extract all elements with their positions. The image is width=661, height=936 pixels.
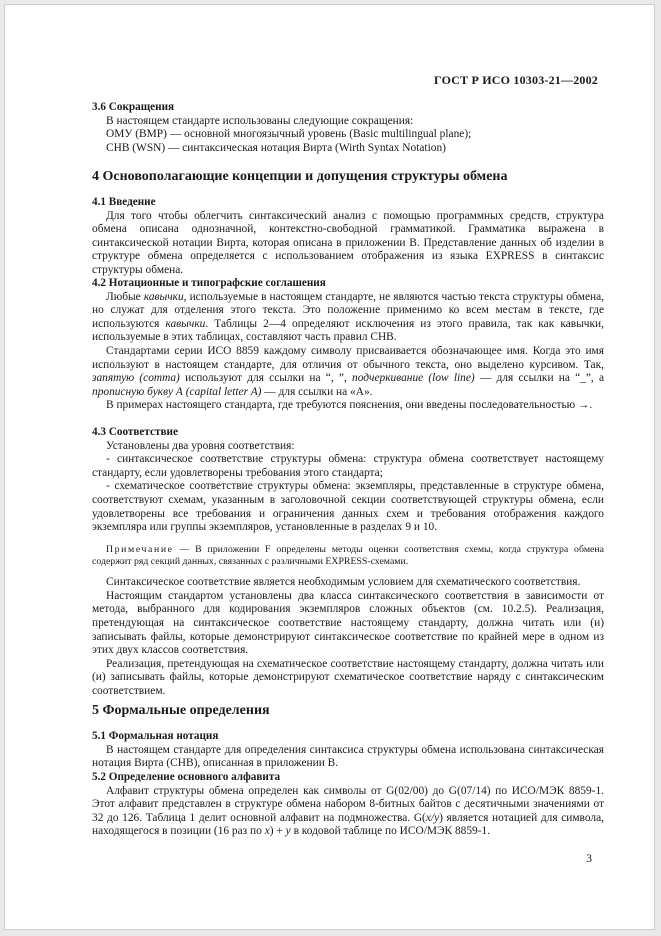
subsection-title: 5.2 Определение основного алфавита bbox=[92, 771, 281, 783]
section-title: 4 Основополагающие концепции и допущения структуры обмена bbox=[92, 169, 508, 184]
paragraph: В настоящем стандарте использованы следующие сокращения: bbox=[106, 114, 414, 127]
section-4-3 bbox=[92, 426, 604, 699]
section-title: 5 Формальные определения bbox=[92, 703, 270, 718]
page-number: 3 bbox=[586, 853, 592, 865]
section-5-1 bbox=[92, 730, 604, 771]
section-4-2 bbox=[92, 277, 604, 413]
section-5 bbox=[92, 702, 604, 719]
section-5-2 bbox=[92, 771, 604, 839]
note: Примечание — В приложении F определены методы оценки соответствия схемы, когда структура обмена содержит ряд секций данных, связанных с различными EXPRESS-схемами. bbox=[92, 543, 604, 567]
paragraph: В примерах настоящего стандарта, где требуются пояснения, они введены последовательностью →. bbox=[106, 399, 593, 412]
running-header: ГОСТ Р ИСО 10303-21—2002 bbox=[434, 73, 598, 87]
list-item: - синтаксическое соответствие структуры обмена: структура обмена соответствует настоящему стандарту, если удовлетворены требования этого стандарта; bbox=[92, 453, 604, 479]
paragraph: Настоящим стандартом установлены два класса синтаксического соответствия в зависимости от метода, выбранного для кодирования экземпляров сложных объектов (см. 10.2.5). Реализация, претендующая на синтаксическое соответствие настоящему стандарту, должна читать или (и) записывать файлы, которые демонстрируют синтаксическое соответствие по крайней мере в одном из этих двух классов соответствия. bbox=[92, 589, 604, 657]
subsection-title: 4.3 Соответствие bbox=[92, 426, 178, 438]
paragraph: Для того чтобы облегчить синтаксический анализ с помощью программных средств, структура обмена описана однозначной, контекстно-свободной грамматикой. Грамматика выражена в синтаксической нотации Вирта, которая описана в приложении В. Представление данных об изделии в структуре обмена определяется с использованием отображения из языка EXPRESS в синтаксис структуры обмена. bbox=[92, 209, 604, 276]
paragraph: Установлены два уровня соответствия: bbox=[106, 439, 295, 452]
list-item: - схематическое соответствие структуры обмена: экземпляры, представленные в структуре обмена, соответствуют схемам, указанным в заголовочной секции соответствующей структуры обмена, если удовлетворены все требования и ограничения данных схем и требования отображения каждого экземпляра или группы экземпляров, установленные в разделах 9 и 10. bbox=[92, 480, 604, 534]
subsection-title: 5.1 Формальная нотация bbox=[92, 730, 219, 742]
paragraph: Синтаксическое соответствие является необходимым условием для схематического соответствия. bbox=[106, 576, 581, 589]
section-4-1 bbox=[92, 196, 604, 278]
subsection-title: 3.6 Сокращения bbox=[92, 101, 175, 113]
section-3-6 bbox=[92, 101, 604, 155]
paragraph: Любые кавычки, используемые в настоящем стандарте, не являются частью текста структуры обмена, но служат для отделения этого текста. Это положение применимо ко всем местам в тексте, где используются кавычки. Таблицы 2—4 определяют исключения из этого правила, так как кавычки, используемые в этих таблицах, составляют часть правил СНВ. bbox=[92, 290, 605, 344]
subsection-title: 4.2 Нотационные и типографские соглашения bbox=[92, 277, 326, 289]
abbreviation-bmp: ОМУ (BMP) — основной многоязычный уровень (Basic multilingual plane); bbox=[106, 128, 472, 141]
paragraph: В настоящем стандарте для определения синтаксиса структуры обмена использована синтаксическая нотация Вирта (СНВ), описанная в приложении В. bbox=[92, 743, 604, 770]
subsection-title: 4.1 Введение bbox=[92, 196, 156, 208]
paragraph: Реализация, претендующая на схематическое соответствие настоящему стандарту, должна читать или (и) записывать файлы, которые демонстрируют схематическое соответствие наряду с синтаксическим соответствием. bbox=[92, 657, 604, 697]
paragraph: Стандартами серии ИСО 8859 каждому символу присваивается обозначающее имя. Когда это имя используют в настоящем стандарте, для отличия от обычного текста, оно выделено курсивом. Так, запятую (comma) используют для ссылки на “, ”, подчеркивание (low line) — для ссылки на “_”, а прописную букву А (capital letter A) — для ссылки на «А». bbox=[92, 344, 605, 398]
paragraph: Алфавит структуры обмена определен как символы от G(02/00) до G(07/14) по ИСО/МЭК 8859-1. Этот алфавит представлен в структуре обмена набором 8-битных байтов с десятичными значениями от 32 до 126. Таблица 1 делит основной алфавит на подмножества. G(x/y) является нотацией для символа, находящегося в позиции (16 раз по x) + y в кодовой таблице по ИСО/МЭК 8859-1. bbox=[92, 784, 604, 838]
document-page bbox=[4, 4, 655, 930]
section-4 bbox=[92, 168, 604, 185]
abbreviation-wsn: СНВ (WSN) — синтаксическая нотация Вирта (Wirth Syntax Notation) bbox=[106, 141, 446, 154]
